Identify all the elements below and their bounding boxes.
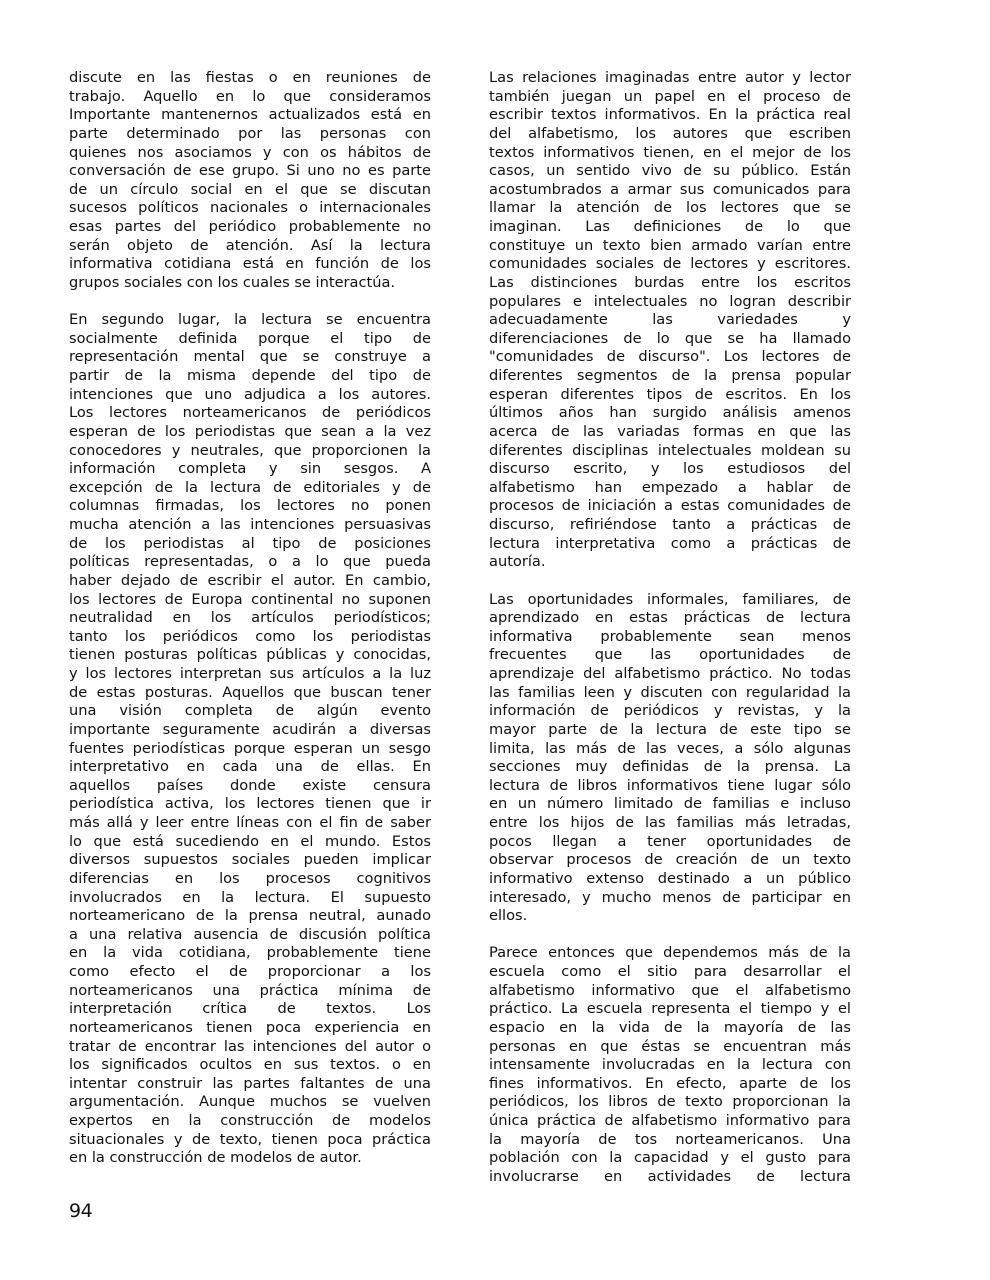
- text-line: haber dejado de escribir el autor. En cambio,: [69, 571, 431, 589]
- text-line: involucrarse en actividades de lectura: [489, 1167, 851, 1185]
- text-line: del alfabetismo, los autores que escriben: [489, 124, 851, 142]
- text-line: serán objeto de atención. Así la lectura: [69, 236, 431, 254]
- text-line: de los periodistas al tipo de posiciones: [69, 534, 431, 552]
- text-line: textos informativos tienen, en el mejor de los: [489, 143, 851, 161]
- text-line: en la vida cotidiana, probablemente tiene: [69, 944, 431, 962]
- text-line: expertos en la construcción de modelos: [69, 1112, 431, 1129]
- text-line: casos, un sentido vivo de su público. Están: [489, 162, 851, 180]
- text-line: entre los hijos de las familias más letradas,: [489, 814, 851, 831]
- text-line: columnas firmadas, los lectores no ponen: [69, 497, 431, 515]
- text-line: autoría.: [489, 553, 546, 571]
- text-line: Las distinciones burdas entre los escritos: [489, 273, 851, 291]
- text-line: espacio en la vida de la mayoría de las: [489, 1018, 851, 1036]
- text-line: acerca de las variadas formas en que las: [489, 422, 851, 440]
- text-line: diferentes segmentos de la prensa popular: [489, 367, 851, 384]
- page-number: 94: [69, 1200, 93, 1222]
- paragraph: [489, 591, 851, 926]
- text-line: como efecto el de proporcionar a los: [69, 963, 431, 980]
- text-line: secciones muy definidas de la prensa. La: [489, 758, 851, 776]
- text-line: en un número limitado de familias e incluso: [489, 795, 851, 813]
- text-line: intenciones que uno adjudica a los autores.: [69, 385, 431, 403]
- paragraph: [69, 311, 431, 1168]
- text-line: interesado, y mucho menos de participar en: [489, 888, 851, 906]
- text-line: grupos sociales con los cuales se interactúa.: [69, 273, 396, 291]
- text-line: esperan de los periodistas que sean a la vez: [69, 422, 431, 440]
- text-line: excepción de la lectura de editoriales y de: [69, 478, 431, 496]
- text-line: los lectores de Europa continental no suponen: [69, 590, 431, 608]
- text-line: ellos.: [489, 907, 528, 925]
- text-line: acostumbrados a armar sus comunicados para: [489, 180, 851, 198]
- text-line: diferencias en los procesos cognitivos: [69, 869, 431, 887]
- text-line: Las oportunidades informales, familiares, de: [489, 590, 851, 608]
- text-line: información de periódicos y revistas, y la: [489, 702, 851, 720]
- text-line: conocedores y neutrales, que proporcionen la: [69, 441, 431, 459]
- text-line: informativo extenso destinado a un público: [489, 869, 851, 887]
- text-line: a una relativa ausencia de discusión política: [69, 925, 431, 943]
- text-line: escuela como el sitio para desarrollar el: [489, 963, 851, 980]
- text-line: Las relaciones imaginadas entre autor y lector: [489, 69, 851, 86]
- text-line: información completa y sin sesgos. A: [69, 460, 431, 478]
- text-line: frecuentes que las oportunidades de: [489, 646, 851, 664]
- text-line: conversación de ese grupo. Si uno no es parte: [69, 162, 431, 180]
- text-line: tanto los periódicos como los periodistas: [69, 627, 431, 645]
- paragraph: [69, 69, 431, 293]
- text-line: interpretación crítica de textos. Los: [69, 1000, 431, 1018]
- text-line: políticas representadas, o a lo que pueda: [69, 553, 431, 571]
- text-line: personas en que éstas se encuentran más: [489, 1037, 851, 1055]
- text-line: fines informativos. En efecto, aparte de los: [489, 1074, 851, 1092]
- text-line: aquellos países donde existe censura: [69, 776, 431, 794]
- left-column: [69, 69, 431, 1168]
- text-line: populares e intelectuales no logran describir: [489, 292, 851, 310]
- text-line: mucha atención a las intenciones persuasivas: [69, 516, 431, 533]
- text-line: única práctica de alfabetismo informativo para: [489, 1112, 851, 1129]
- text-line: discurso escrito, y los estudiosos del: [489, 460, 851, 478]
- text-line: la mayoría de tos norteamericanos. Una: [489, 1130, 851, 1148]
- text-line: esas partes del periódico probablemente no: [69, 218, 431, 235]
- text-line: intensamente involucradas en la lectura con: [489, 1056, 851, 1074]
- text-line: aprendizado en estas prácticas de lectura: [489, 609, 851, 627]
- text-line: Los lectores norteamericanos de periódicos: [69, 404, 431, 422]
- text-line: involucrados en la lectura. El supuesto: [69, 888, 431, 906]
- text-line: mayor parte de la lectura de este tipo se: [489, 720, 851, 738]
- text-line: norteamericanos tienen poca experiencia en: [69, 1018, 431, 1036]
- text-line: pocos llegan a tener oportunidades de: [489, 832, 851, 850]
- text-line: Importante mantenernos actualizados está en: [69, 106, 431, 124]
- text-line: importante seguramente acudirán a diversas: [69, 720, 431, 738]
- text-line: lo que está sucediendo en el mundo. Estos: [69, 832, 431, 850]
- text-line: fuentes periodísticas porque esperan un sesgo: [69, 739, 431, 757]
- text-line: socialmente definida porque el tipo de: [69, 329, 431, 347]
- text-line: parte determinado por las personas con: [69, 124, 431, 142]
- text-line: partir de la misma depende del tipo de: [69, 367, 431, 384]
- paragraph: [489, 69, 851, 572]
- text-line: En segundo lugar, la lectura se encuentra: [69, 311, 431, 329]
- text-line: adecuadamente las variedades y: [489, 311, 851, 329]
- text-line: llamar la atención de los lectores que se: [489, 199, 851, 217]
- text-line: lectura de libros informativos tiene lugar sólo: [489, 776, 851, 794]
- text-line: situacionales y de texto, tienen poca práctica: [69, 1130, 431, 1148]
- text-line: informativa probablemente sean menos: [489, 627, 851, 645]
- text-line: de estas posturas. Aquellos que buscan tener: [69, 683, 431, 701]
- paragraph: [489, 944, 851, 1186]
- text-line: los significados ocultos en sus textos. o en: [69, 1056, 431, 1074]
- text-line: norteamericano de la prensa neutral, aunado: [69, 907, 431, 925]
- text-line: y los lectores interpretan sus artículos a la luz: [69, 665, 431, 682]
- text-line: discurso, refiriéndose tanto a prácticas de: [489, 516, 851, 533]
- text-line: argumentación. Aunque muchos se vuelven: [69, 1093, 431, 1111]
- text-line: interpretativo en cada una de ellas. En: [69, 758, 431, 776]
- text-line: práctico. La escuela representa el tiempo y el: [489, 1000, 851, 1018]
- text-line: observar procesos de creación de un texto: [489, 851, 851, 869]
- text-line: "comunidades de discurso". Los lectores de: [489, 348, 851, 366]
- text-line: quienes nos asociamos y con os hábitos de: [69, 143, 431, 161]
- text-line: limita, las más de las veces, a sólo algunas: [489, 739, 851, 757]
- text-line: las familias leen y discuten con regularidad la: [489, 683, 851, 701]
- text-line: diferentes disciplinas intelectuales moldean su: [489, 441, 851, 459]
- text-line: imaginan. Las definiciones de lo que: [489, 218, 851, 235]
- text-line: lectura interpretativa como a prácticas de: [489, 534, 851, 552]
- text-line: más allá y leer entre líneas con el fin de saber: [69, 814, 431, 831]
- text-line: intentar construir las partes faltantes de una: [69, 1074, 431, 1092]
- text-line: diferenciaciones de lo que se ha llamado: [489, 329, 851, 347]
- right-column: [489, 69, 851, 1187]
- text-line: una visión completa de algún evento: [69, 702, 431, 720]
- text-line: diversos supuestos sociales pueden implicar: [69, 851, 431, 869]
- text-line: constituye un texto bien armado varían entre: [489, 236, 851, 254]
- text-line: últimos años han surgido análisis amenos: [489, 404, 851, 422]
- text-line: tratar de encontrar las intenciones del autor o: [69, 1037, 431, 1055]
- text-line: de un círculo social en el que se discutan: [69, 180, 431, 198]
- text-line: procesos de iniciación a estas comunidades de: [489, 497, 851, 515]
- text-line: también juegan un papel en el proceso de: [489, 87, 851, 105]
- text-line: sucesos políticos nacionales o internacionales: [69, 199, 431, 217]
- text-line: escribir textos informativos. En la práctica real: [489, 106, 851, 124]
- text-line: tienen posturas políticas públicas y conocidas,: [69, 646, 431, 664]
- text-line: norteamericanos una práctica mínima de: [69, 981, 431, 999]
- text-line: comunidades sociales de lectores y escritores.: [489, 255, 851, 273]
- text-line: aprendizaje del alfabetismo práctico. No todas: [489, 665, 851, 682]
- text-line: población con la capacidad y el gusto para: [489, 1149, 851, 1167]
- text-line: alfabetismo han empezado a hablar de: [489, 478, 851, 496]
- text-line: periodística activa, los lectores tienen que ir: [69, 795, 431, 813]
- text-line: Parece entonces que dependemos más de la: [489, 944, 851, 962]
- text-line: neutralidad en los artículos periodísticos;: [69, 609, 431, 627]
- text-line: en la construcción de modelos de autor.: [69, 1149, 362, 1167]
- text-line: trabajo. Aquello en lo que consideramos: [69, 87, 431, 105]
- text-line: periódicos, los libros de texto proporcionan la: [489, 1093, 851, 1111]
- text-line: esperan diferentes tipos de escritos. En los: [489, 385, 851, 403]
- text-line: discute en las fiestas o en reuniones de: [69, 69, 431, 86]
- text-line: informativa cotidiana está en función de los: [69, 255, 431, 273]
- text-line: alfabetismo informativo que el alfabetismo: [489, 981, 851, 999]
- text-line: representación mental que se construye a: [69, 348, 431, 366]
